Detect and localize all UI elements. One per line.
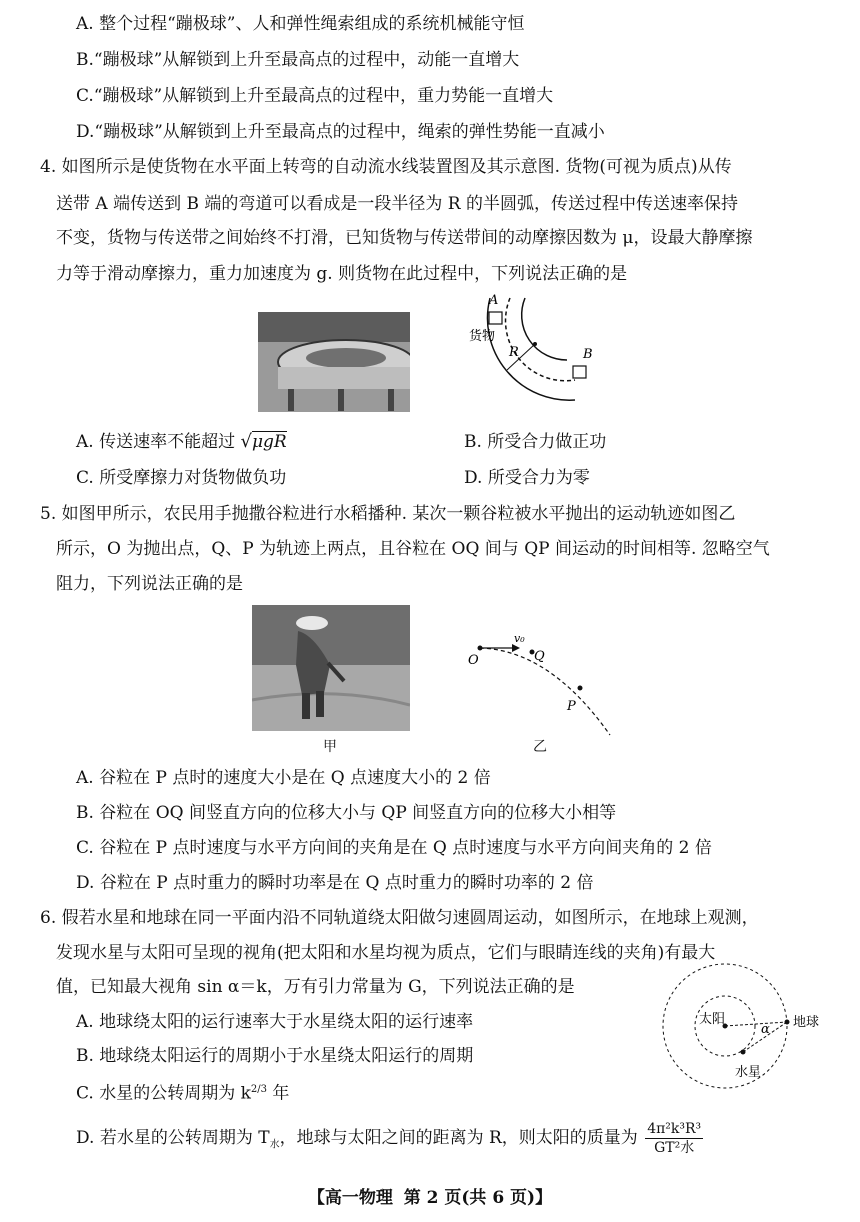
conveyor-photo-illustration: [258, 312, 410, 412]
sqrt-content: μgR: [251, 432, 287, 452]
q3-option-a: A. 整个过程“蹦极球”、人和弹性绳索组成的系统机械能守恒: [76, 14, 525, 34]
caption-yi: 乙: [533, 739, 547, 755]
q4-option-a-text: A. 传送速率不能超过: [76, 432, 236, 452]
q3-option-d: D.“蹦极球”从解锁到上升至最高点的过程中，绳索的弹性势能一直减小: [76, 122, 605, 142]
q6-option-d: [76, 1120, 703, 1157]
label-goods: 货物: [469, 329, 496, 344]
q6-option-d-mid: ，地球与太阳之间的距离为 R，则太阳的质量为: [279, 1128, 638, 1148]
q6-stem-line-3: 值，已知最大视角 sin α＝k，万有引力常量为 G，下列说法正确的是: [56, 977, 575, 997]
farmer-photo-illustration: [252, 605, 410, 731]
q4-option-d: D. 所受合力为零: [464, 468, 590, 488]
fraction-denominator: GT²水: [654, 1140, 695, 1156]
point-p: [578, 686, 583, 691]
sun-earth-line: [725, 1022, 787, 1026]
q4-stem-line-4: 力等于滑动摩擦力，重力加速度为 g. 则货物在此过程中，下列说法正确的是: [56, 264, 628, 284]
q6-option-a: A. 地球绕太阳的运行速率大于水星绕太阳的运行速率: [76, 1012, 474, 1032]
q4-conveyor-schematic: [455, 288, 615, 413]
q4-option-a: [76, 430, 287, 454]
label-mercury: 水星: [735, 1065, 762, 1080]
sqrt-sign: √: [240, 431, 252, 452]
q5-option-d: D. 谷粒在 P 点时重力的瞬时功率是在 Q 点时重力的瞬时功率的 2 倍: [76, 873, 594, 893]
conveyor-photo: [258, 312, 410, 412]
q6-option-c: [76, 1078, 289, 1106]
sun-mass-fraction: [645, 1120, 703, 1157]
label-alpha: α: [761, 1022, 770, 1037]
fraction-numerator: 4π²k³R³: [647, 1121, 702, 1137]
page-footer: [0, 1183, 860, 1208]
q4-stem-line-3: 不变，货物与传送带之间始终不打滑，已知货物与传送带间的动摩擦因数为 μ，设最大静摩擦: [56, 228, 753, 248]
label-b: B: [583, 347, 593, 362]
q6-option-c-text: C. 水星的公转周期为 k: [76, 1083, 251, 1104]
q5-option-a: A. 谷粒在 P 点时的速度大小是在 Q 点速度大小的 2 倍: [76, 768, 491, 788]
q6-option-c-exponent: 2/3: [250, 1084, 268, 1095]
q6-stem-line-1: 6. 假若水星和地球在同一平面内沿不同轨道绕太阳做匀速圆周运动，如图所示，在地球上观测，: [40, 908, 759, 928]
label-o: O: [468, 653, 479, 668]
farmer-photo: [252, 605, 410, 731]
q5-stem-line-3: 阻力，下列说法正确的是: [56, 574, 243, 594]
q6-option-c-unit: 年: [267, 1083, 290, 1104]
label-p: P: [567, 699, 576, 714]
label-earth: 地球: [793, 1015, 820, 1030]
caption-jia: 甲: [323, 739, 337, 755]
q6-option-b: B. 地球绕太阳运行的周期小于水星绕太阳运行的周期: [76, 1046, 474, 1066]
center-dot: [533, 342, 537, 346]
velocity-arrowhead: [512, 644, 520, 652]
q4-stem-line-1: 4. 如图所示是使货物在水平面上转弯的自动流水线装置图及其示意图. 货物(可视为质点)从传: [40, 157, 732, 177]
label-sun: 太阳: [699, 1012, 726, 1027]
goods-box-a: [489, 312, 502, 324]
q6-stem-line-2: 发现水星与太阳可呈现的视角(把太阳和水星均视为质点，它们与眼睛连线的夹角)有最大: [56, 943, 716, 963]
label-v0: v₀: [514, 632, 525, 645]
q5-stem-line-1: 5. 如图甲所示，农民用手抛撒谷粒进行水稻播种. 某次一颗谷粒被水平抛出的运动轨迹如图乙: [40, 504, 736, 524]
q4-stem-line-2: 送带 A 端传送到 B 端的弯道可以看成是一段半径为 R 的半圆弧，传送过程中传送速率保持: [56, 194, 738, 214]
middle-arc: [506, 298, 575, 381]
q4-option-b: B. 所受合力做正功: [464, 432, 607, 452]
label-r: R: [509, 345, 519, 360]
q5-option-b: B. 谷粒在 OQ 间竖直方向的位移大小与 QP 间竖直方向的位移大小相等: [76, 803, 617, 823]
q3-option-b: B.“蹦极球”从解锁到上升至最高点的过程中，动能一直增大: [76, 50, 520, 70]
q6-option-d-subscript: 水: [269, 1139, 280, 1151]
q5-option-c: C. 谷粒在 P 点时速度与水平方向间的夹角是在 Q 点时速度与水平方向间夹角的 2 倍: [76, 838, 712, 858]
footer-page: 第 2 页(共 6 页)】: [403, 1188, 553, 1208]
q5-trajectory-diagram: [460, 630, 620, 740]
q6-orbit-diagram: [655, 960, 845, 1090]
q5-stem-line-2: 所示，O 为抛出点，Q、P 为轨迹上两点，且谷粒在 OQ 间与 QP 间运动的时间相等. 忽略空气: [56, 539, 770, 559]
goods-box-b: [573, 366, 586, 378]
label-a: A: [489, 293, 499, 308]
footer-subject: 【高一物理: [307, 1188, 393, 1208]
q4-option-c: C. 所受摩擦力对货物做负功: [76, 468, 287, 488]
q3-option-c: C.“蹦极球”从解锁到上升至最高点的过程中，重力势能一直增大: [76, 86, 554, 106]
trajectory-curve: [480, 648, 610, 735]
label-q: Q: [534, 649, 545, 664]
q6-option-d-text: D. 若水星的公转周期为 T: [76, 1128, 270, 1148]
